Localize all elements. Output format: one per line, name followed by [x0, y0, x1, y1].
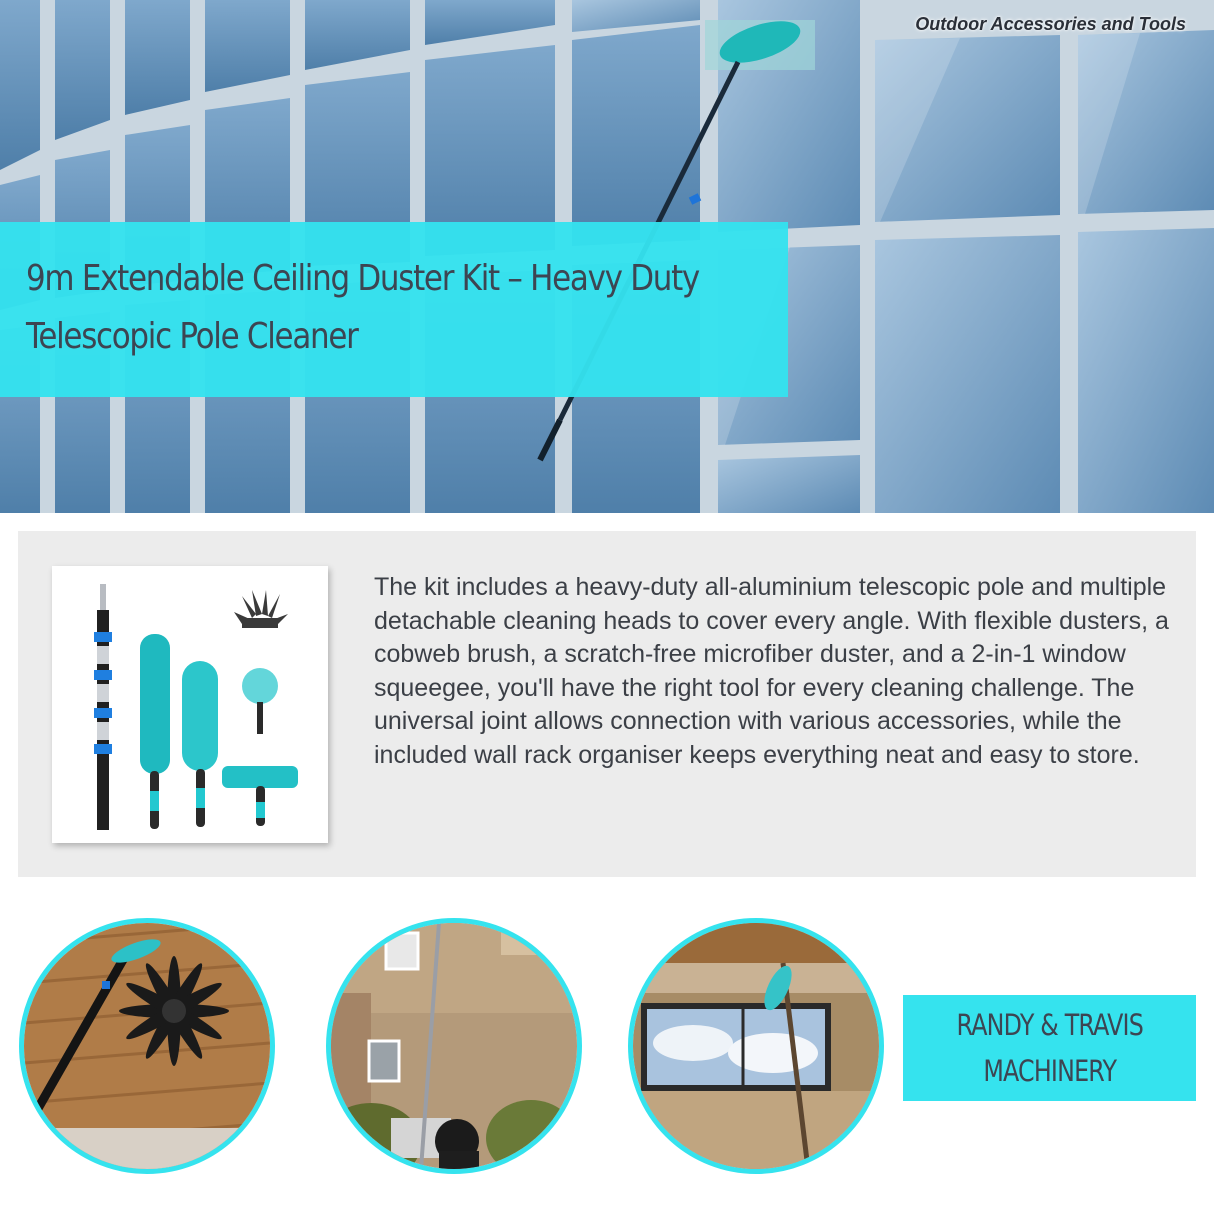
category-label: Outdoor Accessories and Tools	[915, 14, 1186, 34]
window-cleaning-photo	[628, 918, 884, 1174]
brand-box	[903, 995, 1196, 1101]
product-kit-image	[52, 566, 328, 843]
exterior-wall-scene	[331, 923, 577, 1169]
brand-name: RANDY & TRAVIS MACHINERY	[956, 1008, 1143, 1088]
hero-banner	[0, 0, 1214, 513]
exterior-wall-photo	[326, 918, 582, 1174]
info-panel	[18, 531, 1196, 877]
product-description: The kit includes a heavy-duty all-aluminium telescopic pole and multiple detachable cleaning heads to cover every angle. With flexible dusters, a cobweb brush, a scratch-free microfiber duster, and a 2-in-1 window squeegee, you'll have the right tool for every cleaning challenge. The universal joint allows connection with various accessories, while the included wall rack organiser keeps everything neat and easy to store.	[374, 573, 1169, 769]
kit-contents-illustration	[52, 566, 328, 843]
window-cleaning-scene	[633, 923, 879, 1169]
product-title: 9m Extendable Ceiling Duster Kit – Heavy Duty Telescopic Pole Cleaner	[26, 258, 699, 357]
ceiling-fan-photo	[19, 918, 275, 1174]
title-banner	[0, 222, 788, 397]
ceiling-fan-scene	[24, 923, 270, 1169]
